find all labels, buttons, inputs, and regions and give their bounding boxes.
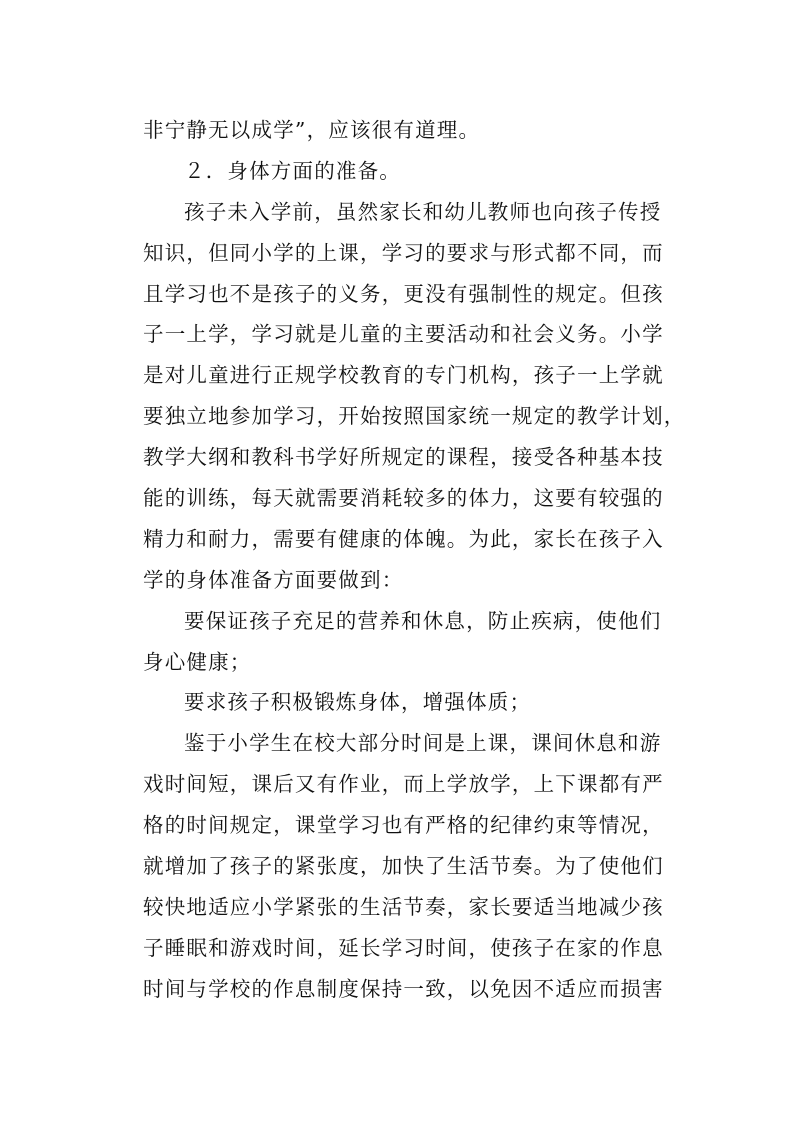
text-line: 且学习也不是孩子的义务，更没有强制性的规定。但孩 bbox=[143, 281, 664, 306]
text-line: 较快地适应小学紧张的生活节奏，家长要适当地减少孩 bbox=[143, 894, 664, 919]
text-line: 子一上学，学习就是儿童的主要活动和社会义务。小学 bbox=[143, 322, 664, 347]
text-line: 要独立地参加学习，开始按照国家统一规定的教学计划， bbox=[143, 404, 686, 429]
text-line: 就增加了孩子的紧张度，加快了生活节奏。为了使他们 bbox=[143, 854, 664, 879]
text-line: 是对儿童进行正规学校教育的专门机构，孩子一上学就 bbox=[143, 363, 664, 388]
document-body bbox=[143, 110, 686, 1010]
text-line: 要保证孩子充足的营养和休息，防止疾病，使他们 bbox=[184, 608, 662, 633]
text-line: 时间与学校的作息制度保持一致，以免因不适应而损害 bbox=[143, 976, 664, 1001]
text-line: 孩子未入学前，虽然家长和幼儿教师也向孩子传授 bbox=[184, 199, 662, 224]
text-line: 格的时间规定，课堂学习也有严格的纪律约束等情况， bbox=[143, 813, 664, 838]
text-line: 教学大纲和教科书学好所规定的课程，接受各种基本技 bbox=[143, 445, 664, 470]
text-line: 知识，但同小学的上课，学习的要求与形式都不同，而 bbox=[143, 240, 664, 265]
section-heading: ２．身体方面的准备。 bbox=[184, 158, 401, 183]
text-line: 鉴于小学生在校大部分时间是上课，课间休息和游 bbox=[184, 731, 662, 756]
text-line: 身心健康； bbox=[143, 649, 252, 674]
text-line: 学的身体准备方面要做到： bbox=[143, 567, 404, 592]
text-line: 非宁静无以成学”，应该很有道理。 bbox=[143, 118, 481, 142]
text-line: 精力和耐力，需要有健康的体魄。为此，家长在孩子入 bbox=[143, 526, 664, 551]
text-line: 要求孩子积极锻炼身体，增强体质； bbox=[184, 690, 532, 715]
text-line: 戏时间短，课后又有作业，而上学放学，上下课都有严 bbox=[143, 772, 664, 797]
text-line: 子睡眠和游戏时间，延长学习时间，使孩子在家的作息 bbox=[143, 935, 664, 960]
text-line: 能的训练，每天就需要消耗较多的体力，这要有较强的 bbox=[143, 486, 664, 511]
